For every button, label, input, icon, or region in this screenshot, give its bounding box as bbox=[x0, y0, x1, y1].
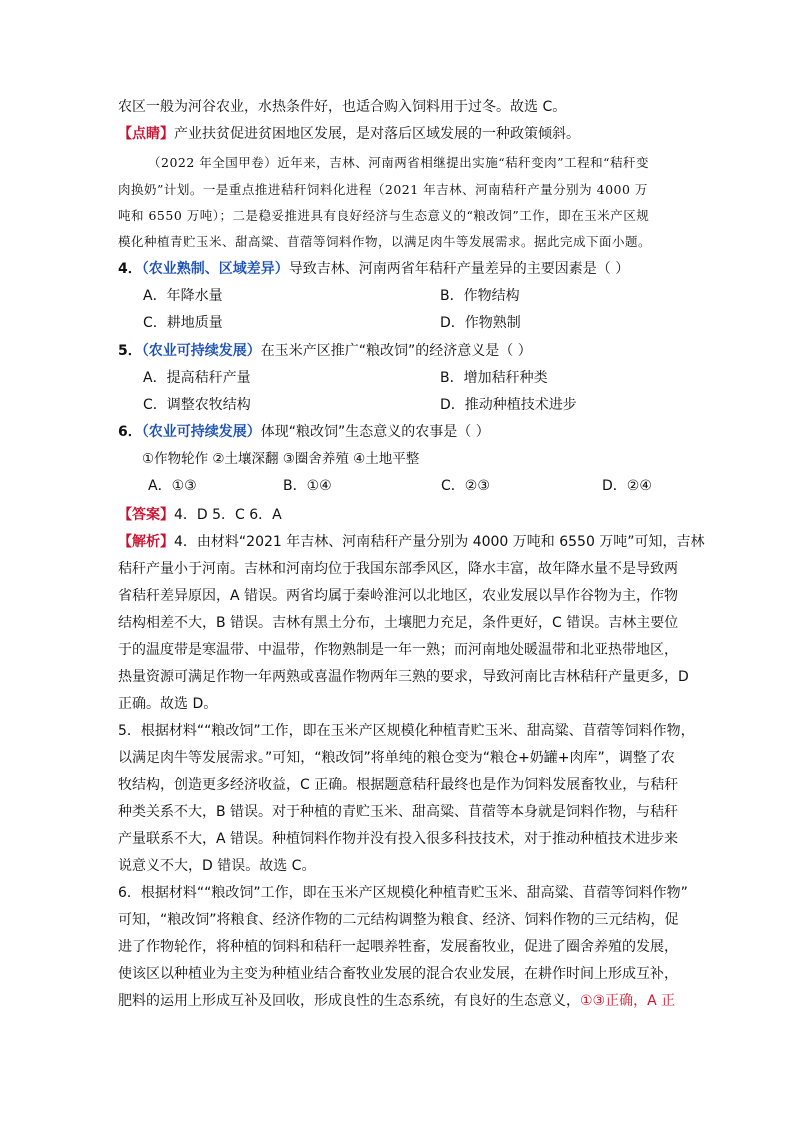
answer-line bbox=[118, 505, 282, 525]
q5-option-c[interactable]: C．调整农牧结构 bbox=[143, 397, 251, 413]
question-6-tag: （农业可持续发展） bbox=[141, 424, 261, 440]
analysis-line-18-text: 肥料的运用上形成互补及回收，形成良性的生态系统，有良好的生态意义， bbox=[118, 993, 580, 1009]
question-5-text: 在玉米产区推广“粮改饲”的经济意义是（ ） bbox=[260, 343, 532, 359]
material-line-1: （2022 年全国甲卷）近年来，吉林、河南两省相继提出实施“秸秆变肉”工程和“秸秆变 bbox=[148, 155, 649, 170]
intro-line: 农区一般为河谷农业，水热条件好，也适合购入饲料用于过冬。故选 C。 bbox=[118, 99, 567, 115]
analysis-line-5: 于的温度带是寒温带、中温带，作物熟制是一年一熟；而河南地处暖温带和北亚热带地区， bbox=[118, 642, 678, 658]
answer-text: 4．D 5．C 6．A bbox=[174, 507, 282, 523]
question-6-stem bbox=[118, 422, 490, 442]
analysis-highlight: ①③正确，A 正 bbox=[580, 993, 676, 1009]
analysis-tag: 【解析】 bbox=[118, 534, 174, 550]
analysis-line-12: 产量联系不大，A 错误。种植饲料作物并没有投入很多科技技术，对于推动种植技术进步来 bbox=[118, 831, 679, 847]
analysis-line-1 bbox=[118, 532, 705, 552]
question-6-text: 体现“粮改饲”生态意义的农事是（ ） bbox=[260, 424, 490, 440]
q5-option-a[interactable]: A．提高秸秆产量 bbox=[143, 370, 251, 386]
question-5-stem bbox=[118, 341, 532, 361]
material-line-2: 肉换奶”计划。一是重点推进秸秆饲料化进程（2021 年吉林、河南秸秆产量分别为 4000 万 bbox=[118, 182, 648, 197]
material-line-4: 模化种植青贮玉米、甜高粱、苜蓿等饲料作物，以满足肉牛等发展需求。据此完成下面小题。 bbox=[118, 234, 652, 249]
answer-tag: 【答案】 bbox=[118, 507, 174, 523]
q4-option-d[interactable]: D．作物熟制 bbox=[440, 315, 521, 331]
analysis-line-11: 种类关系不大，B 错误。对于种植的青贮玉米、甜高粱、苜蓿等本身就是饲料作物，与秸秆 bbox=[118, 804, 679, 820]
question-6-number: 6． bbox=[118, 424, 142, 440]
q4-option-b[interactable]: B．作物结构 bbox=[440, 288, 520, 304]
dianjing-text: 产业扶贫促进贫困地区发展，是对落后区域发展的一种政策倾斜。 bbox=[174, 126, 580, 142]
analysis-line-8: 5．根据材料““粮改饲”工作，即在玉米产区规模化种植青贮玉米、甜高粱、苜蓿等饲料作物， bbox=[118, 723, 695, 739]
analysis-line-16: 进了作物轮作，将种植的饲料和秸秆一起喂养牲畜，发展畜牧业，促进了圈舍养殖的发展， bbox=[118, 939, 678, 955]
analysis-line-9: 以满足肉牛等发展需求。”可知，“粮改饲”将单纯的粮仓变为“粮仓+奶罐+肉库”，调整了农 bbox=[118, 750, 675, 766]
q6-item-list: ①作物轮作 ②土壤深翻 ③圈舍养殖 ④土地平整 bbox=[142, 451, 420, 467]
question-4-tag: （农业熟制、区域差异） bbox=[141, 261, 289, 277]
q4-option-a[interactable]: A．年降水量 bbox=[143, 288, 223, 304]
analysis-text: 4．由材料“2021 年吉林、河南秸秆产量分别为 4000 万吨和 6550 万吨”可知，吉林 bbox=[174, 534, 705, 550]
q6-option-d[interactable]: D．②④ bbox=[602, 478, 652, 494]
question-5-number: 5． bbox=[118, 343, 142, 359]
q6-option-a[interactable]: A．①③ bbox=[148, 478, 197, 494]
analysis-line-2: 秸秆产量小于河南。吉林和河南均位于我国东部季风区，降水丰富，故年降水量不是导致两 bbox=[118, 561, 678, 577]
analysis-line-4: 结构相差不大，B 错误。吉林有黑土分布，土壤肥力充足，条件更好，C 错误。吉林主要位 bbox=[118, 615, 679, 631]
question-4-text: 导致吉林、河南两省年秸秆产量差异的主要因素是（ ） bbox=[288, 261, 630, 277]
q6-option-b[interactable]: B．①④ bbox=[283, 478, 332, 494]
analysis-line-15: 可知，“粮改饲”将粮食、经济作物的二元结构调整为粮食、经济、饲料作物的三元结构，促 bbox=[118, 912, 679, 928]
analysis-line-6: 热量资源可满足作物一年两熟或喜温作物两年三熟的要求，导致河南比吉林秸秆产量更多，D bbox=[118, 669, 689, 685]
analysis-line-17: 使该区以种植业为主变为种植业结合畜牧业发展的混合农业发展，在耕作时间上形成互补， bbox=[118, 966, 678, 982]
material-line-3: 吨和 6550 万吨）；二是稳妥推进具有良好经济与生态意义的“粮改饲”工作，即在玉米产区规 bbox=[118, 208, 650, 223]
analysis-line-10: 牧结构，创造更多经济收益，C 正确。根据题意秸秆最终也是作为饲料发展畜牧业，与秸秆 bbox=[118, 777, 679, 793]
analysis-line-18 bbox=[118, 991, 675, 1011]
analysis-line-14: 6．根据材料““粮改饲”工作，即在玉米产区规模化种植青贮玉米、甜高粱、苜蓿等饲料作物” bbox=[118, 885, 688, 901]
analysis-line-3: 省秸秆差异原因，A 错误。两省均属于秦岭淮河以北地区，农业发展以旱作谷物为主，作物 bbox=[118, 588, 679, 604]
question-4-stem bbox=[118, 259, 629, 279]
analysis-line-13: 说意义不大，D 错误。故选 C。 bbox=[118, 858, 316, 874]
q5-option-b[interactable]: B．增加秸秆种类 bbox=[440, 370, 548, 386]
analysis-line-7: 正确。故选 D。 bbox=[118, 696, 218, 712]
q4-option-c[interactable]: C．耕地质量 bbox=[143, 315, 223, 331]
question-5-tag: （农业可持续发展） bbox=[141, 343, 261, 359]
q5-option-d[interactable]: D．推动种植技术进步 bbox=[440, 397, 577, 413]
question-4-number: 4． bbox=[118, 261, 142, 277]
q6-option-c[interactable]: C．②③ bbox=[441, 478, 490, 494]
dianjing-tag: 【点睛】 bbox=[118, 126, 174, 142]
dianjing-line bbox=[118, 124, 580, 144]
